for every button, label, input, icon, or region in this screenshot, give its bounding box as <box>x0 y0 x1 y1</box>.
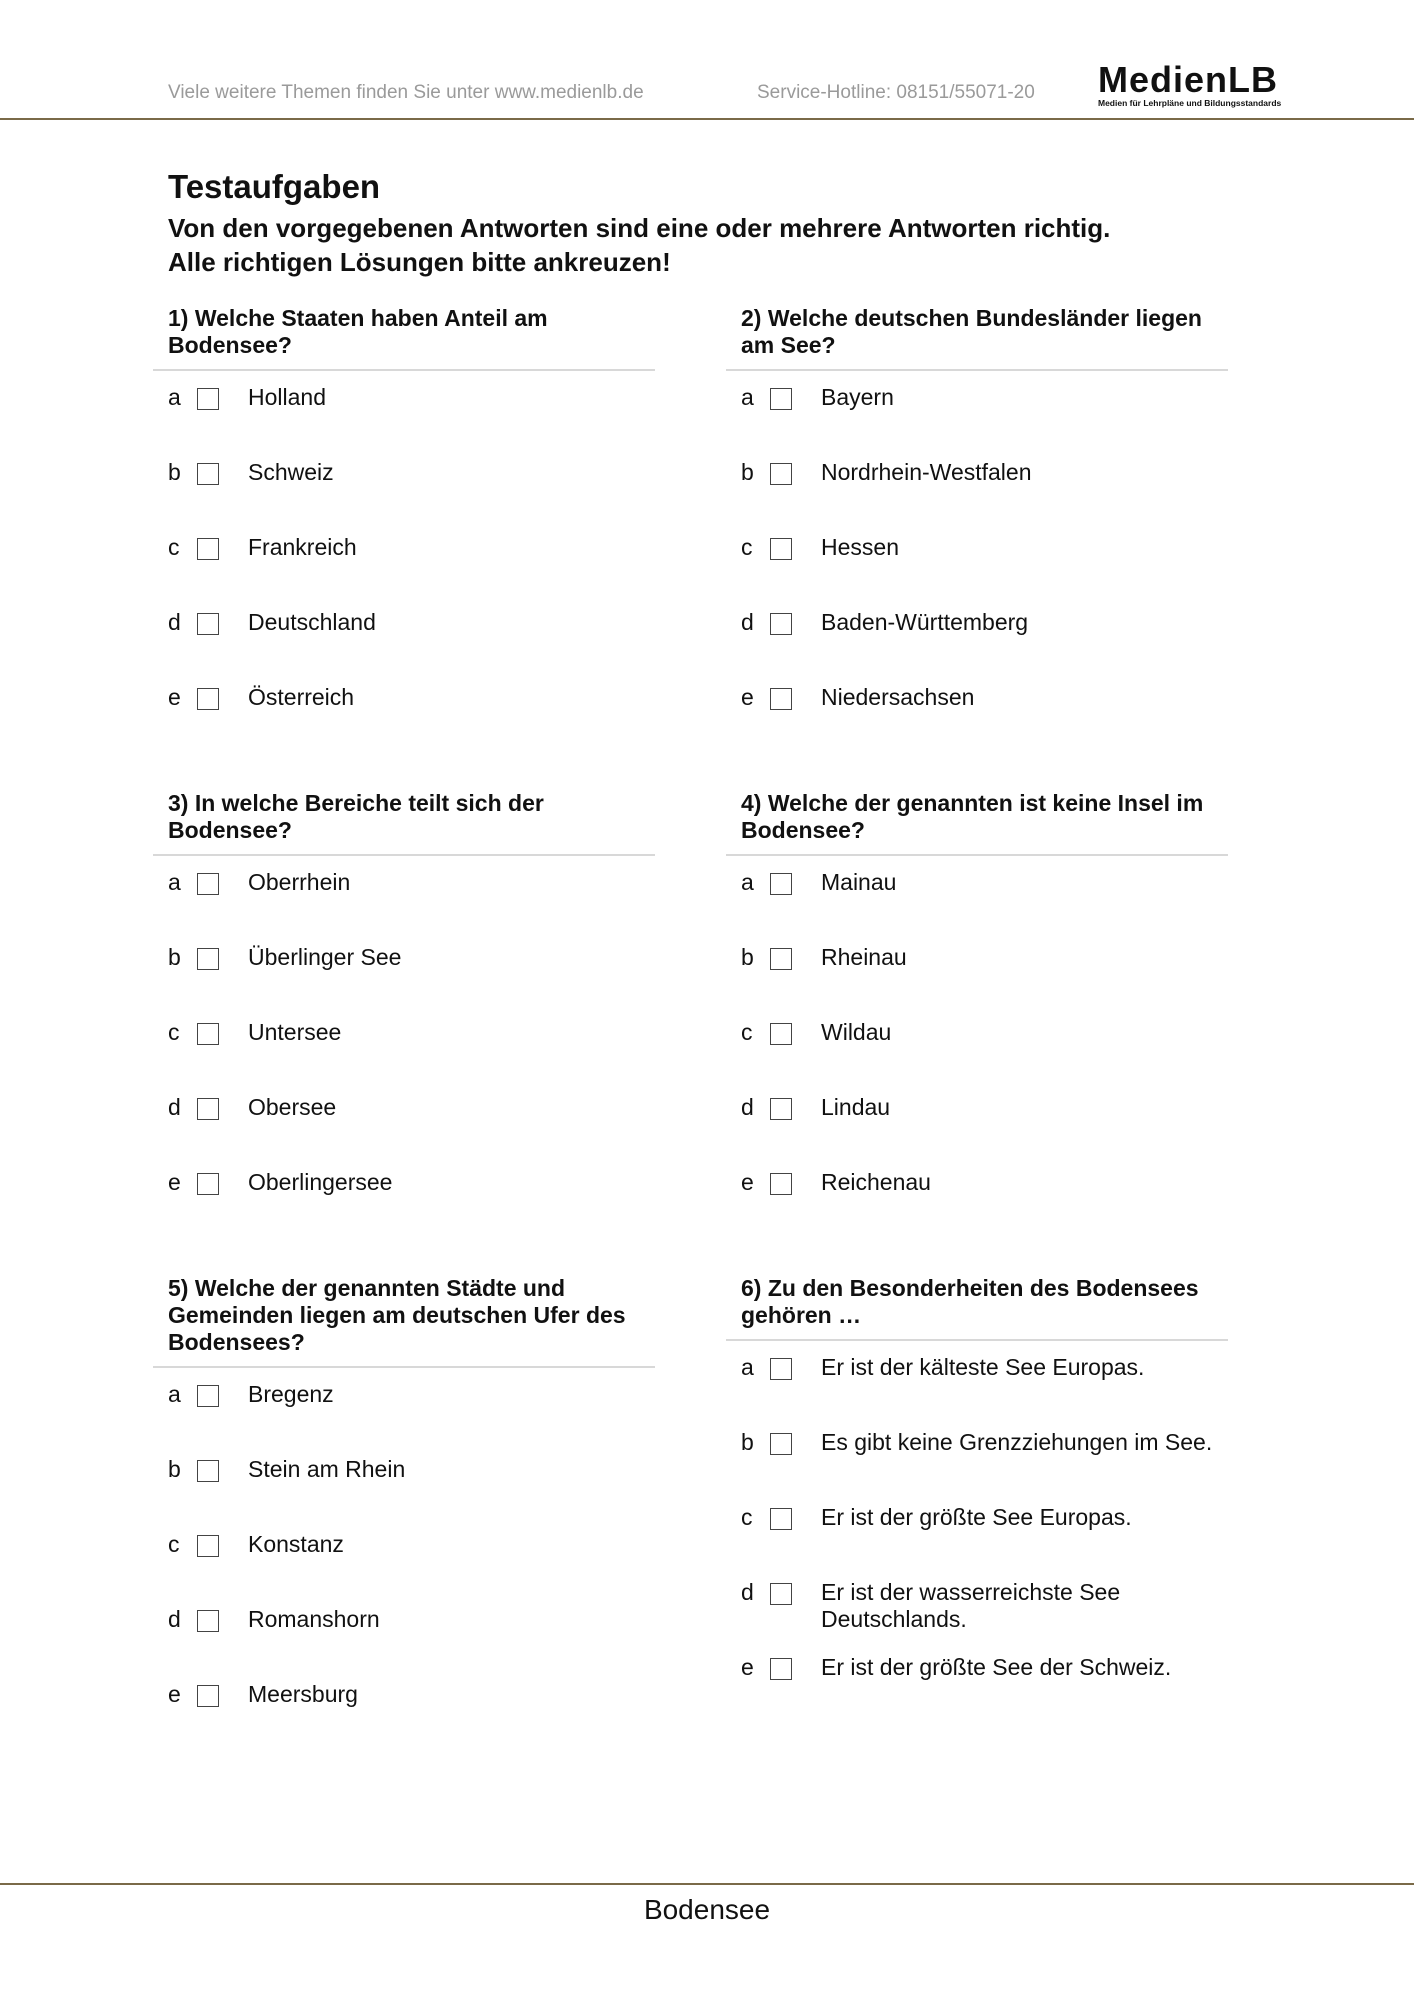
answer-option-d <box>741 1579 1231 1632</box>
question-title-line: 4) Welche der genannten ist keine Insel im <box>741 790 1204 816</box>
answer-option-c <box>741 1019 1231 1059</box>
option-letter: e <box>741 684 754 710</box>
option-label <box>248 1456 658 1483</box>
answer-option-d <box>168 1094 658 1134</box>
option-label <box>248 1381 658 1408</box>
option-letter: c <box>168 534 180 560</box>
option-label-line: Niedersachsen <box>821 684 975 710</box>
option-label-line: Reichenau <box>821 1169 931 1195</box>
question-title-line: Gemeinden liegen am deutschen Ufer des <box>168 1302 626 1328</box>
option-label-line: Obersee <box>248 1094 337 1120</box>
question-2 <box>726 305 1228 710</box>
option-label-line: Lindau <box>821 1094 891 1120</box>
option-letter: d <box>168 609 181 635</box>
question-title-line: Bodensees? <box>168 1329 305 1355</box>
answer-option-c <box>168 534 658 574</box>
answer-option-d <box>168 1606 658 1646</box>
option-letter: c <box>741 534 753 560</box>
answer-checkbox[interactable] <box>197 1385 219 1407</box>
option-label <box>821 1094 1231 1121</box>
answer-option-e <box>741 1654 1231 1694</box>
question-title-line: Bodensee? <box>741 817 865 843</box>
question-title-line: am See? <box>741 332 836 358</box>
answer-option-a <box>168 1381 658 1421</box>
answer-checkbox[interactable] <box>197 1610 219 1632</box>
question-divider <box>726 369 1228 371</box>
option-label-line: Meersburg <box>248 1681 358 1707</box>
option-label <box>248 534 658 561</box>
answer-option-b <box>741 1429 1231 1469</box>
answer-option-d <box>741 1094 1231 1134</box>
question-title <box>726 1275 1228 1329</box>
answer-option-b <box>168 1456 658 1496</box>
option-label <box>248 1681 658 1708</box>
option-letter: e <box>741 1169 754 1195</box>
option-label <box>821 459 1231 486</box>
question-divider <box>153 1366 655 1368</box>
answer-checkbox[interactable] <box>770 948 792 970</box>
answer-checkbox[interactable] <box>197 388 219 410</box>
option-label-line: Österreich <box>248 684 355 710</box>
option-letter: c <box>741 1019 753 1045</box>
answer-checkbox[interactable] <box>770 873 792 895</box>
option-label <box>821 1169 1231 1196</box>
option-letter: b <box>168 944 181 970</box>
answer-checkbox[interactable] <box>197 688 219 710</box>
option-letter: d <box>741 1579 754 1605</box>
question-divider <box>153 854 655 856</box>
answer-checkbox[interactable] <box>770 1433 792 1455</box>
answer-checkbox[interactable] <box>197 1460 219 1482</box>
option-letter: e <box>168 1681 181 1707</box>
option-label <box>248 459 658 486</box>
option-label-line: Deutschland <box>248 609 376 635</box>
option-label <box>821 1019 1231 1046</box>
answer-checkbox[interactable] <box>770 388 792 410</box>
question-1 <box>153 305 655 710</box>
answer-option-c <box>741 1504 1231 1544</box>
question-title-line: Bodensee? <box>168 817 292 843</box>
option-label-line: Untersee <box>248 1019 342 1045</box>
answer-checkbox[interactable] <box>770 1023 792 1045</box>
answer-option-b <box>741 944 1231 984</box>
option-label-line: Konstanz <box>248 1531 344 1557</box>
question-title-line: Bodensee? <box>168 332 292 358</box>
option-label <box>821 1579 1231 1633</box>
answer-checkbox[interactable] <box>770 1358 792 1380</box>
logo-tagline: Medien für Lehrpläne und Bildungsstandards <box>1098 98 1282 108</box>
question-title-line: 5) Welche der genannten Städte und <box>168 1275 566 1301</box>
option-letter: a <box>741 384 754 410</box>
question-divider <box>726 1339 1228 1341</box>
answer-option-a <box>741 384 1231 424</box>
option-label <box>821 1354 1231 1381</box>
option-letter: a <box>168 384 181 410</box>
answer-option-a <box>168 384 658 424</box>
option-letter: b <box>741 944 754 970</box>
option-label-line: Er ist der größte See der Schweiz. <box>821 1654 1172 1680</box>
option-label <box>821 384 1231 411</box>
question-title <box>153 1275 655 1356</box>
answer-option-e <box>741 684 1231 724</box>
answer-checkbox[interactable] <box>197 1685 219 1707</box>
option-letter: b <box>741 1429 754 1455</box>
answer-checkbox[interactable] <box>197 1173 219 1195</box>
option-label <box>248 609 658 636</box>
answer-checkbox[interactable] <box>197 463 219 485</box>
answer-checkbox[interactable] <box>197 1098 219 1120</box>
option-label-line: Wildau <box>821 1019 892 1045</box>
answer-checkbox[interactable] <box>197 613 219 635</box>
option-label-line: Er ist der kälteste See Europas. <box>821 1354 1145 1380</box>
answer-option-b <box>168 944 658 984</box>
answer-option-a <box>741 1354 1231 1394</box>
option-label-line: Überlinger See <box>248 944 402 970</box>
option-label <box>821 1654 1231 1681</box>
option-letter: d <box>168 1094 181 1120</box>
answer-option-e <box>741 1169 1231 1209</box>
answer-checkbox[interactable] <box>197 873 219 895</box>
question-title-line: 1) Welche Staaten haben Anteil am <box>168 305 548 331</box>
option-label <box>248 944 658 971</box>
option-label-line: Hessen <box>821 534 899 560</box>
option-letter: d <box>741 609 754 635</box>
option-label-line: Schweiz <box>248 459 334 485</box>
question-title-line: 2) Welche deutschen Bundesländer liegen <box>741 305 1202 331</box>
option-label-line: Er ist der wasserreichste See <box>821 1579 1121 1605</box>
option-letter: a <box>741 1354 754 1380</box>
option-label <box>248 1531 658 1558</box>
medienlb-logo <box>1098 59 1288 108</box>
answer-checkbox[interactable] <box>770 613 792 635</box>
option-letter: b <box>741 459 754 485</box>
option-letter: b <box>168 1456 181 1482</box>
answer-checkbox[interactable] <box>770 1508 792 1530</box>
question-6 <box>726 1275 1228 1680</box>
question-title <box>153 790 655 844</box>
question-divider <box>153 369 655 371</box>
answer-option-d <box>168 609 658 649</box>
answer-checkbox[interactable] <box>197 948 219 970</box>
answer-option-c <box>168 1531 658 1571</box>
question-4 <box>726 790 1228 1195</box>
option-letter: c <box>741 1504 753 1530</box>
answer-checkbox[interactable] <box>770 688 792 710</box>
option-label <box>821 684 1231 711</box>
option-label-line: Bregenz <box>248 1381 334 1407</box>
option-label <box>248 1094 658 1121</box>
page-title: Testaufgaben <box>168 168 381 205</box>
option-letter: c <box>168 1019 180 1045</box>
option-label-line: Stein am Rhein <box>248 1456 406 1482</box>
logo-wordmark: MedienLB <box>1098 59 1279 100</box>
answer-option-e <box>168 1681 658 1721</box>
option-letter: a <box>741 869 754 895</box>
option-label <box>248 384 658 411</box>
answer-checkbox[interactable] <box>770 1583 792 1605</box>
answer-checkbox[interactable] <box>197 1023 219 1045</box>
option-label <box>821 609 1231 636</box>
question-title-line: gehören … <box>741 1302 862 1328</box>
option-label-line: Bayern <box>821 384 894 410</box>
answer-checkbox[interactable] <box>770 1173 792 1195</box>
question-title-line: 6) Zu den Besonderheiten des Bodensees <box>741 1275 1199 1301</box>
footer-divider <box>0 1883 1414 1885</box>
option-letter: a <box>168 869 181 895</box>
option-letter: d <box>168 1606 181 1632</box>
option-label-line: Deutschlands. <box>821 1606 967 1632</box>
answer-checkbox[interactable] <box>197 1535 219 1557</box>
answer-option-a <box>741 869 1231 909</box>
answer-checkbox[interactable] <box>197 538 219 560</box>
option-label-line: Frankreich <box>248 534 357 560</box>
option-label <box>821 869 1231 896</box>
option-letter: e <box>168 1169 181 1195</box>
answer-option-a <box>168 869 658 909</box>
question-title <box>726 305 1228 359</box>
answer-checkbox[interactable] <box>770 538 792 560</box>
answer-option-b <box>168 459 658 499</box>
option-label-line: Romanshorn <box>248 1606 380 1632</box>
option-label <box>821 534 1231 561</box>
option-label-line: Rheinau <box>821 944 907 970</box>
option-label <box>248 1169 658 1196</box>
header-divider <box>0 118 1414 120</box>
option-letter: d <box>741 1094 754 1120</box>
answer-option-e <box>168 684 658 724</box>
answer-checkbox[interactable] <box>770 1098 792 1120</box>
option-label <box>821 1429 1231 1456</box>
question-title-line: 3) In welche Bereiche teilt sich der <box>168 790 544 816</box>
question-title <box>153 305 655 359</box>
footer-topic: Bodensee <box>643 1894 771 1925</box>
option-label-line: Er ist der größte See Europas. <box>821 1504 1132 1530</box>
question-3 <box>153 790 655 1195</box>
question-title <box>726 790 1228 844</box>
option-label-line: Es gibt keine Grenzziehungen im See. <box>821 1429 1213 1455</box>
intro-line-2: Alle richtigen Lösungen bitte ankreuzen! <box>168 247 671 277</box>
option-label-line: Holland <box>248 384 326 410</box>
option-letter: c <box>168 1531 180 1557</box>
option-label <box>248 684 658 711</box>
option-label <box>248 869 658 896</box>
option-label <box>821 1504 1231 1531</box>
header-hotline: Service-Hotline: 08151/55071-20 <box>757 82 1035 103</box>
option-label-line: Oberlingersee <box>248 1169 393 1195</box>
option-label <box>821 944 1231 971</box>
header-website-note: Viele weitere Themen finden Sie unter www.medienlb.de <box>168 82 644 103</box>
option-label-line: Baden-Württemberg <box>821 609 1029 635</box>
option-letter: a <box>168 1381 181 1407</box>
option-label-line: Nordrhein-Westfalen <box>821 459 1032 485</box>
option-letter: b <box>168 459 181 485</box>
option-letter: e <box>741 1654 754 1680</box>
answer-option-c <box>168 1019 658 1059</box>
answer-checkbox[interactable] <box>770 1658 792 1680</box>
intro-line-1: Von den vorgegebenen Antworten sind eine oder mehrere Antworten richtig. <box>168 213 1111 243</box>
answer-option-d <box>741 609 1231 649</box>
option-label <box>248 1019 658 1046</box>
option-label-line: Oberrhein <box>248 869 351 895</box>
answer-option-c <box>741 534 1231 574</box>
answer-option-e <box>168 1169 658 1209</box>
option-label <box>248 1606 658 1633</box>
question-5 <box>153 1275 655 1707</box>
answer-option-b <box>741 459 1231 499</box>
option-label-line: Mainau <box>821 869 897 895</box>
option-letter: e <box>168 684 181 710</box>
answer-checkbox[interactable] <box>770 463 792 485</box>
question-divider <box>726 854 1228 856</box>
